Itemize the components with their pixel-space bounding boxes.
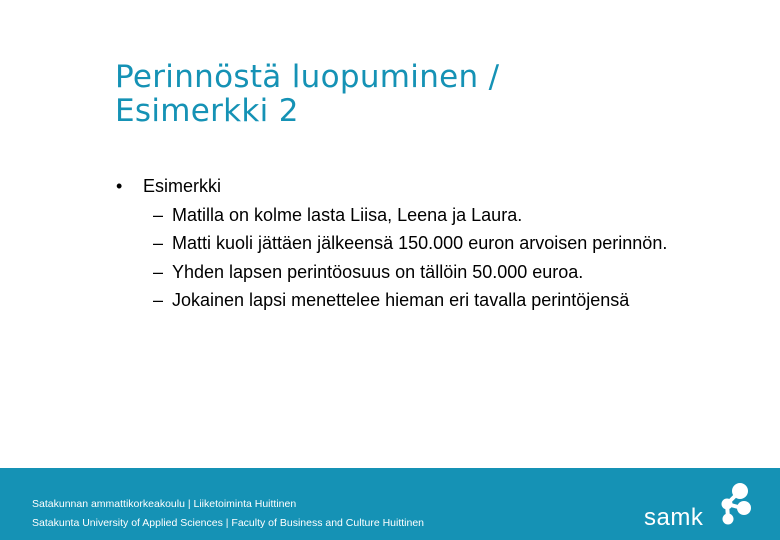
footer-text [32,495,424,533]
sub-bullet-text: Jokainen lapsi menettelee hieman eri tavalla perintöjensä [172,290,630,310]
dash-marker: – [153,204,164,225]
footer-line-1: Satakunnan ammattikorkeakoulu | Liiketoiminta Huittinen [32,498,297,510]
samk-logo [644,482,754,534]
footer-bar [0,468,780,540]
logo-wordmark: samk [644,504,704,531]
slide-body [115,172,765,315]
slide-title-line-1: Perinnöstä luopuminen / [115,59,500,95]
dash-marker: – [153,290,164,310]
sub-bullet-item-3 [115,258,765,287]
bullet-item [115,172,765,201]
sub-bullet-item-1 [115,201,765,230]
sub-bullet-text: Matilla on kolme lasta Liisa, Leena ja Laura. [172,204,523,225]
slide-title-line-2: Esimerkki 2 [115,93,299,129]
sub-bullet-text: Yhden lapsen perintöosuus on tällöin 50.000 euroa. [172,261,584,282]
footer-line-2: Satakunta University of Applied Sciences | Faculty of Business and Culture Huittinen [32,517,425,529]
bullet-text: Esimerkki [143,176,222,196]
slide-title [115,60,735,128]
sub-bullet-item-2 [115,229,765,258]
sub-bullet-text: Matti kuoli jättäen jälkeensä 150.000 euron arvoisen perinnön. [172,233,668,253]
dash-marker: – [153,261,164,282]
dash-marker: – [153,233,164,253]
sub-bullet-list [115,201,765,315]
bullet-marker: • [116,176,123,196]
sub-bullet-item-4 [115,286,765,315]
samk-dots-logo-icon [706,482,754,528]
